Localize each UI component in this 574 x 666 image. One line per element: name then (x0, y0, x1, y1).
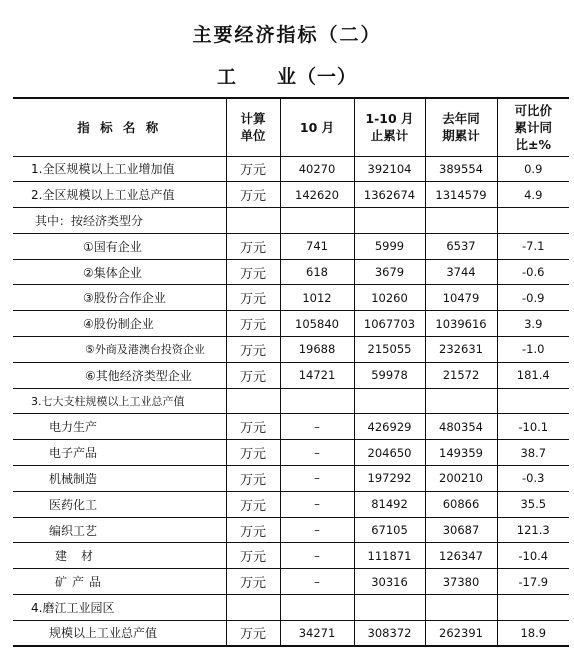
table-row (13, 208, 569, 234)
header-last-year: 去年同 期累计 (425, 98, 497, 156)
row-unit: 万元 (226, 491, 280, 517)
page-title: 主要经济指标（二） (192, 24, 382, 46)
table-row (13, 517, 569, 543)
row-yoy: -0.6 (497, 259, 569, 285)
row-october: – (280, 569, 354, 595)
row-ytd: 197292 (354, 466, 425, 492)
economic-indicators-table (13, 97, 569, 647)
row-name: ⑥其他经济类型企业 (13, 362, 226, 388)
row-october: 34271 (280, 620, 354, 646)
row-yoy: -10.1 (497, 414, 569, 440)
row-name: 电力生产 (13, 414, 226, 440)
row-unit: 万元 (226, 569, 280, 595)
row-last-year: 149359 (425, 440, 497, 466)
row-last-year: 200210 (425, 466, 497, 492)
row-october: 105840 (280, 311, 354, 337)
row-name: ①国有企业 (13, 233, 226, 259)
row-last-year: 1039616 (425, 311, 497, 337)
table-row (13, 285, 569, 311)
row-october: 1012 (280, 285, 354, 311)
row-october: 19688 (280, 337, 354, 363)
table-row (13, 259, 569, 285)
row-unit (226, 208, 280, 234)
row-unit: 万元 (226, 440, 280, 466)
table-row (13, 414, 569, 440)
table-row (13, 620, 569, 646)
row-last-year (425, 595, 497, 621)
row-yoy (497, 388, 569, 414)
row-unit: 万元 (226, 233, 280, 259)
row-ytd: 10260 (354, 285, 425, 311)
table-row (13, 311, 569, 337)
row-october: 741 (280, 233, 354, 259)
row-yoy: 18.9 (497, 620, 569, 646)
row-last-year: 3744 (425, 259, 497, 285)
row-october: 142620 (280, 182, 354, 208)
table-row (13, 337, 569, 363)
row-last-year: 30687 (425, 517, 497, 543)
row-name: ③股份合作企业 (13, 285, 226, 311)
row-name: 2.全区规模以上工业总产值 (13, 182, 226, 208)
row-ytd: 1362674 (354, 182, 425, 208)
row-ytd: 3679 (354, 259, 425, 285)
row-yoy: -1.0 (497, 337, 569, 363)
header-october: 10 月 (280, 98, 354, 156)
row-october: – (280, 491, 354, 517)
row-name: 4.磨江工业园区 (13, 595, 226, 621)
row-ytd: 1067703 (354, 311, 425, 337)
table-row (13, 182, 569, 208)
row-name: ②集体企业 (13, 259, 226, 285)
row-ytd: 392104 (354, 156, 425, 182)
row-ytd: 59978 (354, 362, 425, 388)
row-october (280, 388, 354, 414)
row-name: 机械制造 (13, 466, 226, 492)
row-unit: 万元 (226, 517, 280, 543)
table-row (13, 491, 569, 517)
row-ytd: 204650 (354, 440, 425, 466)
row-yoy: -10.4 (497, 543, 569, 569)
table-row (13, 440, 569, 466)
row-unit: 万元 (226, 311, 280, 337)
row-ytd: 308372 (354, 620, 425, 646)
row-yoy: -7.1 (497, 233, 569, 259)
row-last-year (425, 388, 497, 414)
row-name: 规模以上工业总产值 (13, 620, 226, 646)
table-row (13, 156, 569, 182)
row-name: 编织工艺 (13, 517, 226, 543)
row-unit: 万元 (226, 285, 280, 311)
table-row (13, 543, 569, 569)
row-last-year: 37380 (425, 569, 497, 595)
header-indicator-name: 指 标 名 称 (13, 98, 226, 156)
table-row (13, 362, 569, 388)
row-ytd: 215055 (354, 337, 425, 363)
row-yoy: -0.9 (497, 285, 569, 311)
row-last-year: 21572 (425, 362, 497, 388)
row-unit: 万元 (226, 337, 280, 363)
row-unit (226, 388, 280, 414)
row-yoy (497, 208, 569, 234)
row-ytd: 67105 (354, 517, 425, 543)
row-unit: 万元 (226, 156, 280, 182)
row-last-year: 480354 (425, 414, 497, 440)
row-last-year: 1314579 (425, 182, 497, 208)
row-last-year: 10479 (425, 285, 497, 311)
row-name: 矿产品 (13, 569, 226, 595)
row-october: – (280, 440, 354, 466)
row-october: 618 (280, 259, 354, 285)
row-name: ⑤外商及港澳台投资企业 (13, 337, 226, 363)
row-yoy: 35.5 (497, 491, 569, 517)
row-name: 电子产品 (13, 440, 226, 466)
row-name: 3.七大支柱规模以上工业总产值 (13, 388, 226, 414)
row-yoy: 38.7 (497, 440, 569, 466)
table-row (13, 595, 569, 621)
row-name: 医药化工 (13, 491, 226, 517)
row-yoy (497, 595, 569, 621)
row-october: – (280, 543, 354, 569)
row-october: 14721 (280, 362, 354, 388)
row-ytd: 111871 (354, 543, 425, 569)
row-unit: 万元 (226, 182, 280, 208)
row-ytd: 81492 (354, 491, 425, 517)
header-yoy: 可比价 累计同 比±% (497, 98, 569, 156)
table-row (13, 388, 569, 414)
row-last-year: 262391 (425, 620, 497, 646)
row-unit (226, 595, 280, 621)
row-october: – (280, 414, 354, 440)
table-header-row (13, 98, 569, 156)
row-name: ④股份制企业 (13, 311, 226, 337)
header-unit: 计算 单位 (226, 98, 280, 156)
row-name: 建材 (13, 543, 226, 569)
row-last-year: 126347 (425, 543, 497, 569)
row-name: 1.全区规模以上工业增加值 (13, 156, 226, 182)
page-subtitle: 工 业（一） (216, 66, 357, 88)
table-row (13, 569, 569, 595)
row-name: 其中：按经济类型分 (13, 208, 226, 234)
row-yoy: -0.3 (497, 466, 569, 492)
row-last-year: 232631 (425, 337, 497, 363)
row-october (280, 595, 354, 621)
row-unit: 万元 (226, 362, 280, 388)
row-ytd: 5999 (354, 233, 425, 259)
row-unit: 万元 (226, 414, 280, 440)
row-unit: 万元 (226, 543, 280, 569)
row-yoy: 0.9 (497, 156, 569, 182)
row-ytd (354, 595, 425, 621)
row-october (280, 208, 354, 234)
row-yoy: 121.3 (497, 517, 569, 543)
table-row (13, 466, 569, 492)
row-yoy: -17.9 (497, 569, 569, 595)
row-unit: 万元 (226, 259, 280, 285)
row-yoy: 3.9 (497, 311, 569, 337)
row-yoy: 4.9 (497, 182, 569, 208)
row-unit: 万元 (226, 466, 280, 492)
table-row (13, 233, 569, 259)
row-last-year: 389554 (425, 156, 497, 182)
row-yoy: 181.4 (497, 362, 569, 388)
row-last-year: 60866 (425, 491, 497, 517)
header-ytd: 1-10 月 止累计 (354, 98, 425, 156)
row-ytd (354, 208, 425, 234)
row-ytd: 30316 (354, 569, 425, 595)
row-october: 40270 (280, 156, 354, 182)
row-ytd (354, 388, 425, 414)
row-ytd: 426929 (354, 414, 425, 440)
row-last-year: 6537 (425, 233, 497, 259)
row-october: – (280, 466, 354, 492)
row-october: – (280, 517, 354, 543)
row-unit: 万元 (226, 620, 280, 646)
row-last-year (425, 208, 497, 234)
